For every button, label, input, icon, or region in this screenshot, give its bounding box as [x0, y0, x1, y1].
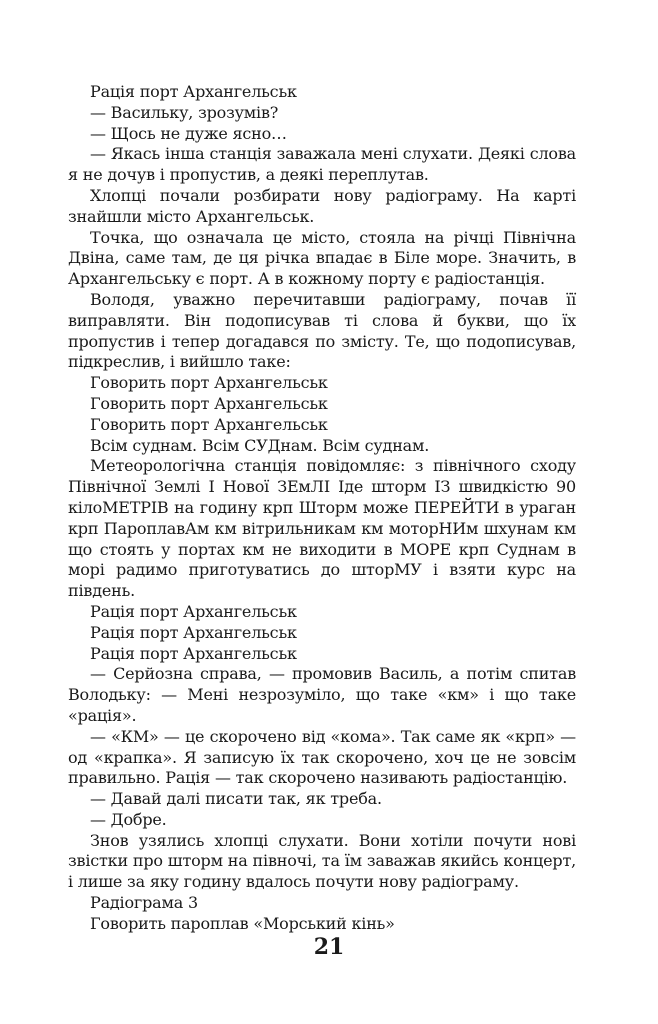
- page-number: 21: [313, 934, 345, 960]
- paragraph: Рація порт Архангельськ: [90, 643, 297, 663]
- paragraph: Говорить порт Архангельськ: [90, 393, 328, 413]
- paragraph: Рація порт Архангельськ: [90, 601, 297, 621]
- paragraph: Говорить пароплав «Морський кінь»: [90, 913, 395, 933]
- paragraph: — Щось не дуже ясно…: [90, 123, 287, 143]
- paragraph: Рація порт Архангельськ: [90, 82, 297, 101]
- paragraph: — Добре.: [90, 809, 167, 829]
- paragraph: Знов узялись хлопці слухати. Вони хотіли почути нові звістки про шторм на півночі, та їм заважав якийсь концерт, і лише за яку годину вдалось почути нову радіограму.: [68, 830, 576, 892]
- paragraph: Володя, уважно перечитавши радіограму, почав її виправляти. Він подописував ті слова й букви, що їх пропустив і тепер догадався по змісту. Те, що подописував, підкреслив, і вийшло таке:: [68, 289, 576, 372]
- paragraph: Хлопці почали розбирати нову радіограму. На карті знайшли місто Архангельськ.: [68, 185, 576, 226]
- paragraph: — Серйозна справа, — промовив Василь, а потім спитав Володьку: — Мені незрозуміло, що таке «км» і що таке «рація».: [68, 664, 576, 725]
- paragraph: Говорить порт Архангельськ: [90, 414, 328, 434]
- paragraph: — Якась інша станція заважала мені слухати. Деякі слова я не дочув і пропустив, а деякі переплутав.: [68, 144, 576, 185]
- paragraph: Всім суднам. Всім СУДнам. Всім суднам.: [90, 435, 430, 455]
- page-body: [68, 82, 576, 935]
- paragraph: Говорить порт Архангельськ: [90, 373, 328, 393]
- paragraph: Метеорологічна станція повідомляє: з північного сходу Північної Землі І Нової ЗЕмЛІ Іде шторм ІЗ швидкістю 90 кілоМЕТРІВ на годину крп Шторм може ПЕРЕЙТИ в ураган крп ПароплавАм км вітрильникам км моторНИм шхунам км що стоять у портах км не виходити в МОРЕ крп Суднам в морі радимо приготуватись до шторМУ і взяти курс на південь.: [68, 456, 576, 601]
- paragraph: Точка, що означала це місто, стояла на річці Північна Двіна, саме там, де ця річка впадає в Біле море. Значить, в Архангельську є порт. А в кожному порту є радіостанція.: [68, 227, 576, 289]
- paragraph: — «КМ» — це скорочено від «кома». Так саме як «крп» — од «крапка». Я записую їх так скорочено, хоч це не зовсім правильно. Рація — так скорочено називають радіостанцію.: [68, 726, 576, 788]
- paragraph: Радіограма 3: [90, 893, 198, 913]
- paragraph: — Васильку, зрозумів?: [90, 102, 279, 122]
- paragraph: — Давай далі писати так, як треба.: [90, 789, 382, 809]
- paragraph: Рація порт Архангельськ: [90, 622, 297, 642]
